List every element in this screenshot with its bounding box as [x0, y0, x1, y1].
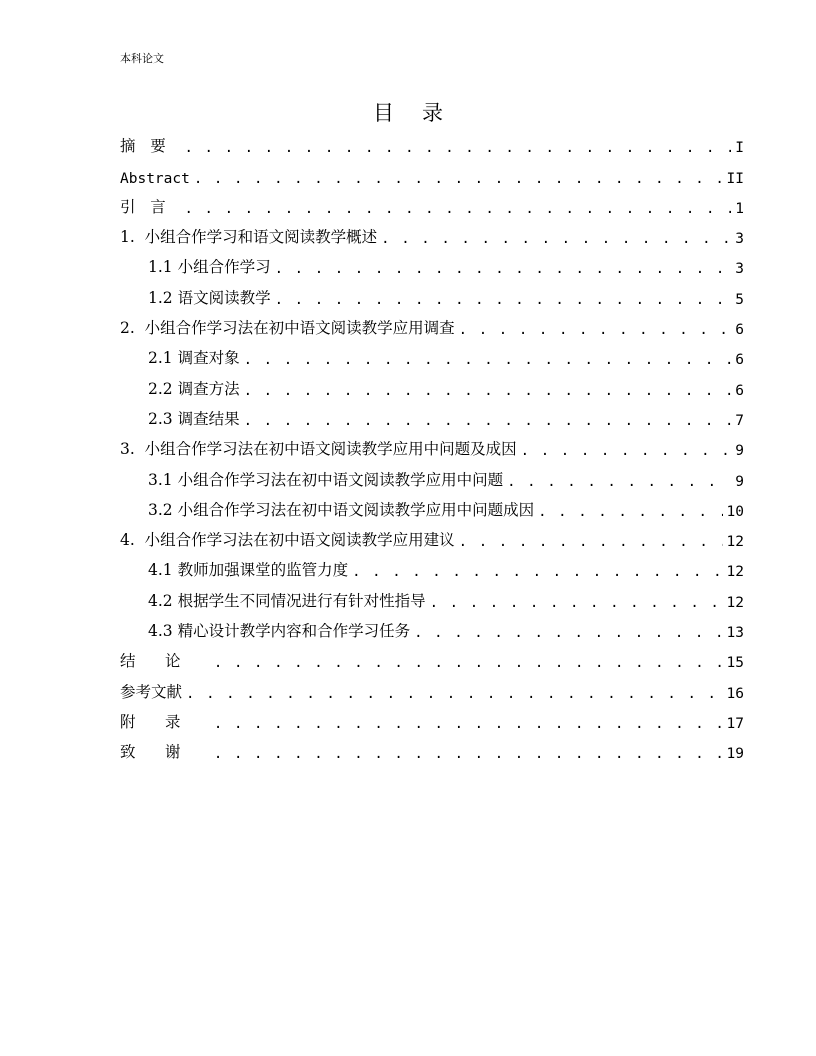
toc-entry-page: 3: [735, 261, 744, 278]
toc-entry-page: 17: [726, 715, 744, 732]
toc-leader-dots: [275, 292, 732, 311]
toc-entry-section-2-1[interactable]: [120, 341, 744, 371]
toc-leader-dots: [275, 261, 732, 280]
toc-entry-section-2-3[interactable]: [120, 402, 744, 432]
toc-entry-label: 摘要: [120, 137, 181, 156]
toc-entry-label: 2.2 调查方法: [148, 379, 240, 398]
toc-leader-dots: [521, 443, 732, 462]
toc-entry-page: 5: [735, 291, 744, 308]
toc-entry-chapter-1[interactable]: [120, 220, 744, 250]
toc-entry-acknowledgements[interactable]: [120, 735, 744, 765]
toc-leader-dots: [414, 625, 722, 644]
page-header-label: 本科论文: [120, 52, 164, 65]
toc-leader-dots: [214, 716, 723, 735]
toc-entry-references[interactable]: [120, 674, 744, 704]
toc-entry-page: 12: [726, 564, 744, 581]
toc-leader-dots: [507, 474, 731, 493]
toc-leader-dots: [538, 504, 722, 523]
toc-entry-section-3-1[interactable]: [120, 462, 744, 492]
toc-leader-dots: [459, 322, 732, 341]
toc-leader-dots: [244, 383, 732, 402]
toc-entry-label: 2.1 调查对象: [148, 349, 240, 368]
toc-entry-page: 19: [726, 746, 744, 763]
toc-entry-label: 结论: [120, 652, 210, 671]
toc-leader-dots: [352, 564, 722, 583]
toc-entry-chapter-4[interactable]: [120, 523, 744, 553]
toc-entry-conclusion[interactable]: [120, 644, 744, 674]
toc-entry-label: Abstract: [120, 170, 190, 187]
toc-entry-page: 9: [735, 473, 744, 490]
toc-entry-page: 6: [735, 322, 744, 339]
toc-entry-label: 1. 小组合作学习和语文阅读教学概述: [120, 228, 378, 247]
toc-entry-section-1-1[interactable]: [120, 250, 744, 280]
toc-entry-label: 附录: [120, 712, 210, 731]
toc-entry-section-3-2[interactable]: [120, 493, 744, 523]
toc-entry-page: 15: [726, 655, 744, 672]
toc-entry-label: 4. 小组合作学习法在初中语文阅读教学应用建议: [120, 531, 455, 550]
toc-entry-page: 9: [735, 443, 744, 460]
toc-entry-label: 4.2 根据学生不同情况进行有针对性指导: [148, 591, 426, 610]
toc-entry-label: 致谢: [120, 743, 210, 762]
toc-leader-dots: [430, 595, 723, 614]
toc-entry-page: 6: [735, 382, 744, 399]
toc-entry-introduction[interactable]: [120, 190, 744, 220]
toc-entry-page: 16: [726, 685, 744, 702]
toc-leader-dots: [381, 231, 731, 250]
toc-entry-label: 3.2 小组合作学习法在初中语文阅读教学应用中问题成因: [148, 500, 535, 519]
toc-entry-label: 2.3 调查结果: [148, 409, 240, 428]
toc-entry-label: 引言: [120, 197, 181, 216]
toc-entry-label: 1.2 语文阅读教学: [148, 288, 271, 307]
toc-entry-section-4-1[interactable]: [120, 553, 744, 583]
toc-leader-dots: [459, 534, 723, 553]
toc-entry-label: 1.1 小组合作学习: [148, 258, 271, 277]
toc-leader-dots: [244, 413, 732, 432]
toc-entry-abstract-cn[interactable]: [120, 129, 744, 159]
toc-entry-label: 3.1 小组合作学习法在初中语文阅读教学应用中问题: [148, 470, 504, 489]
toc-entry-page: II: [726, 170, 744, 187]
toc-leader-dots: [244, 352, 732, 371]
toc-entry-chapter-2[interactable]: [120, 311, 744, 341]
toc-entry-label: 3. 小组合作学习法在初中语文阅读教学应用中问题及成因: [120, 440, 517, 459]
toc-leader-dots: [214, 746, 723, 765]
toc-entry-page: 12: [726, 534, 744, 551]
toc-entry-section-4-3[interactable]: [120, 614, 744, 644]
toc-title: 目录: [373, 101, 471, 125]
table-of-contents: [120, 129, 744, 765]
toc-entry-section-1-2[interactable]: [120, 280, 744, 310]
toc-entry-page: 6: [735, 352, 744, 369]
toc-entry-label: 4.3 精心设计教学内容和合作学习任务: [148, 622, 411, 641]
toc-entry-section-2-2[interactable]: [120, 371, 744, 401]
toc-leader-dots: [214, 655, 723, 674]
toc-entry-page: I: [735, 140, 744, 157]
toc-entry-section-4-2[interactable]: [120, 583, 744, 613]
toc-entry-page: 12: [726, 594, 744, 611]
toc-entry-page: 3: [735, 231, 744, 248]
toc-entry-page: 7: [735, 412, 744, 429]
toc-leader-dots: [194, 171, 723, 190]
toc-entry-appendix[interactable]: [120, 705, 744, 735]
toc-leader-dots: [186, 686, 723, 705]
toc-entry-page: 13: [726, 625, 744, 642]
toc-entry-page: 10: [726, 503, 744, 520]
toc-entry-label: 2. 小组合作学习法在初中语文阅读教学应用调查: [120, 319, 455, 338]
toc-entry-abstract-en[interactable]: [120, 159, 744, 189]
toc-leader-dots: [184, 201, 731, 220]
toc-entry-label: 4.1 教师加强课堂的监管力度: [148, 561, 349, 580]
toc-entry-page: 1: [735, 200, 744, 217]
toc-leader-dots: [184, 140, 731, 159]
toc-entry-label: 参考文献: [120, 682, 183, 701]
toc-entry-chapter-3[interactable]: [120, 432, 744, 462]
